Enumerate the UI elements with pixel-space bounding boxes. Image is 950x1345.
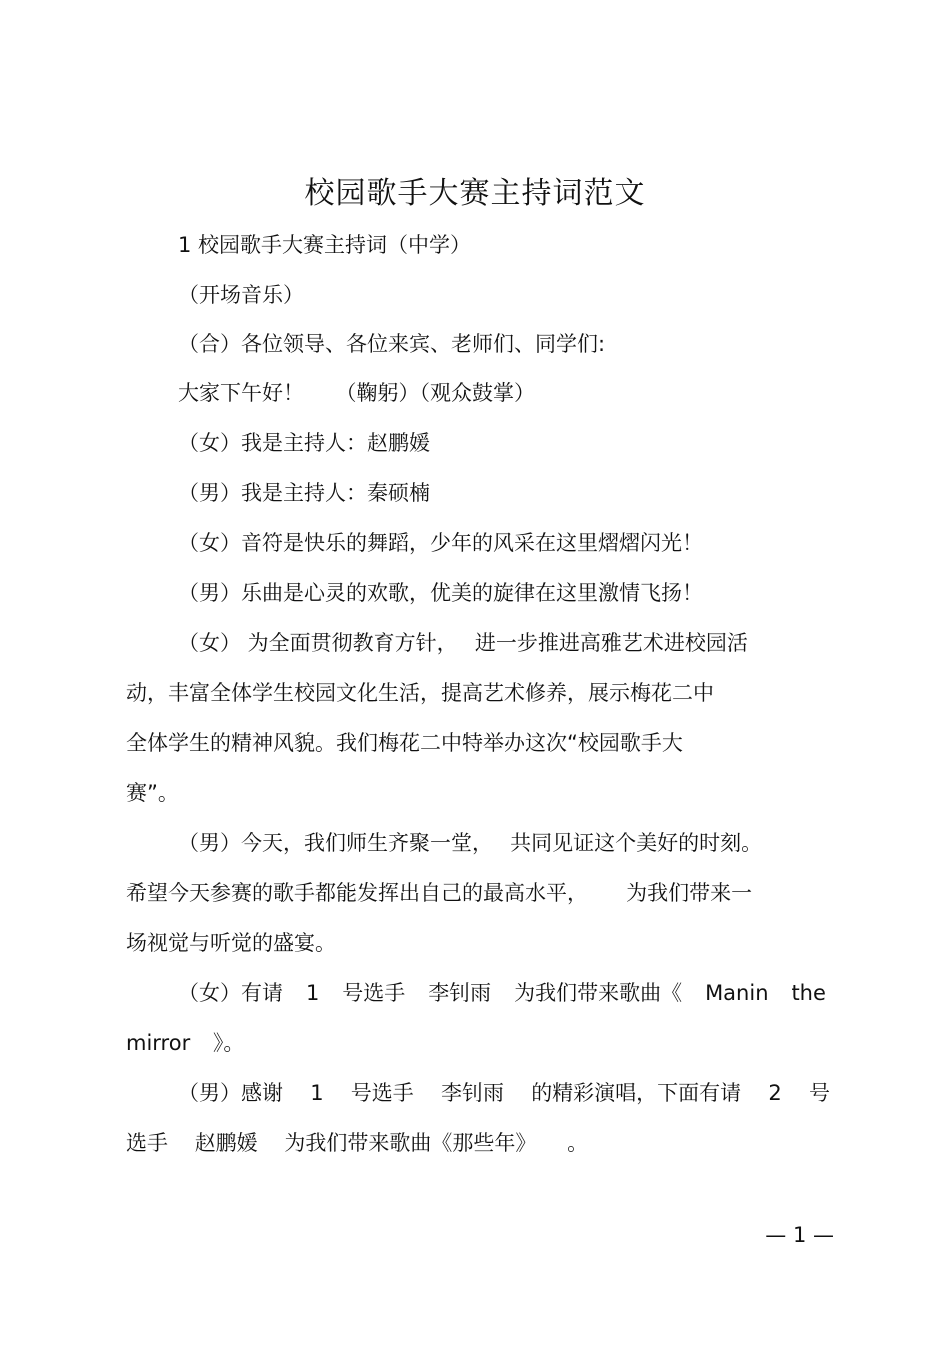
paragraph-line: 全体学生的精神风貌。我们梅花二中特举办这次“校园歌手大 [126,731,683,755]
word: 号 [808,1081,830,1105]
paragraph-line: 1 校园歌手大赛主持词（中学） [178,233,472,257]
word: 》。 [212,1031,245,1055]
page-number: — 1 — [765,1223,834,1247]
word: 李钊雨 [440,1081,504,1105]
paragraph-line: （男）今天，我们师生齐聚一堂， 共同见证这个美好的时刻。 [178,831,763,855]
word: 为我们带来歌曲《那些年》 [284,1131,537,1155]
word: Manin [705,981,769,1005]
paragraph-line: 场视觉与听觉的盛宴。 [126,931,336,955]
word: 。 [567,1131,589,1155]
justified-line [178,1078,830,1108]
paragraph-line: 赛”。 [126,781,179,805]
word: the [791,981,826,1005]
word: 赵鹏媛 [194,1131,258,1155]
word: 选手 [126,1131,168,1155]
word: 号选手 [342,981,406,1005]
paragraph-line: （男）我是主持人：秦硕楠 [178,481,430,505]
paragraph-line: （合）各位领导、各位来宾、老师们、同学们: [178,332,606,356]
justified-line [126,1128,588,1158]
word: 为我们带来歌曲《 [514,981,683,1005]
word: 号选手 [350,1081,414,1105]
paragraph-line: （女）音符是快乐的舞蹈，少年的风采在这里熠熠闪光！ [178,531,703,555]
word: 1 [310,1081,324,1105]
paragraph-line: （女）我是主持人：赵鹏媛 [178,431,430,455]
justified-line [178,978,826,1008]
paragraph-line: 大家下午好！ （鞠躬）（观众鼓掌） [178,381,535,405]
paragraph-line: （男）乐曲是心灵的欢歌，优美的旋律在这里激情飞扬！ [178,581,703,605]
word: （女）有请 [178,981,283,1005]
word: mirror [126,1031,191,1055]
word: 李钊雨 [428,981,492,1005]
paragraph-line: （女） 为全面贯彻教育方针， 进一步推进高雅艺术进校园活 [178,631,748,655]
word: 的精彩演唱，下面有请 [531,1081,742,1105]
justified-line [126,1028,244,1058]
word: （男）感谢 [178,1081,283,1105]
paragraph-line: （开场音乐） [178,283,304,307]
document-title: 校园歌手大赛主持词范文 [304,176,646,211]
paragraph-line: 动，丰富全体学生校园文化生活，提高艺术修养，展示梅花二中 [126,681,714,705]
paragraph-line: 希望今天参赛的歌手都能发挥出自己的最高水平， 为我们带来一 [126,881,753,905]
word: 2 [768,1081,782,1105]
word: 1 [305,981,320,1005]
